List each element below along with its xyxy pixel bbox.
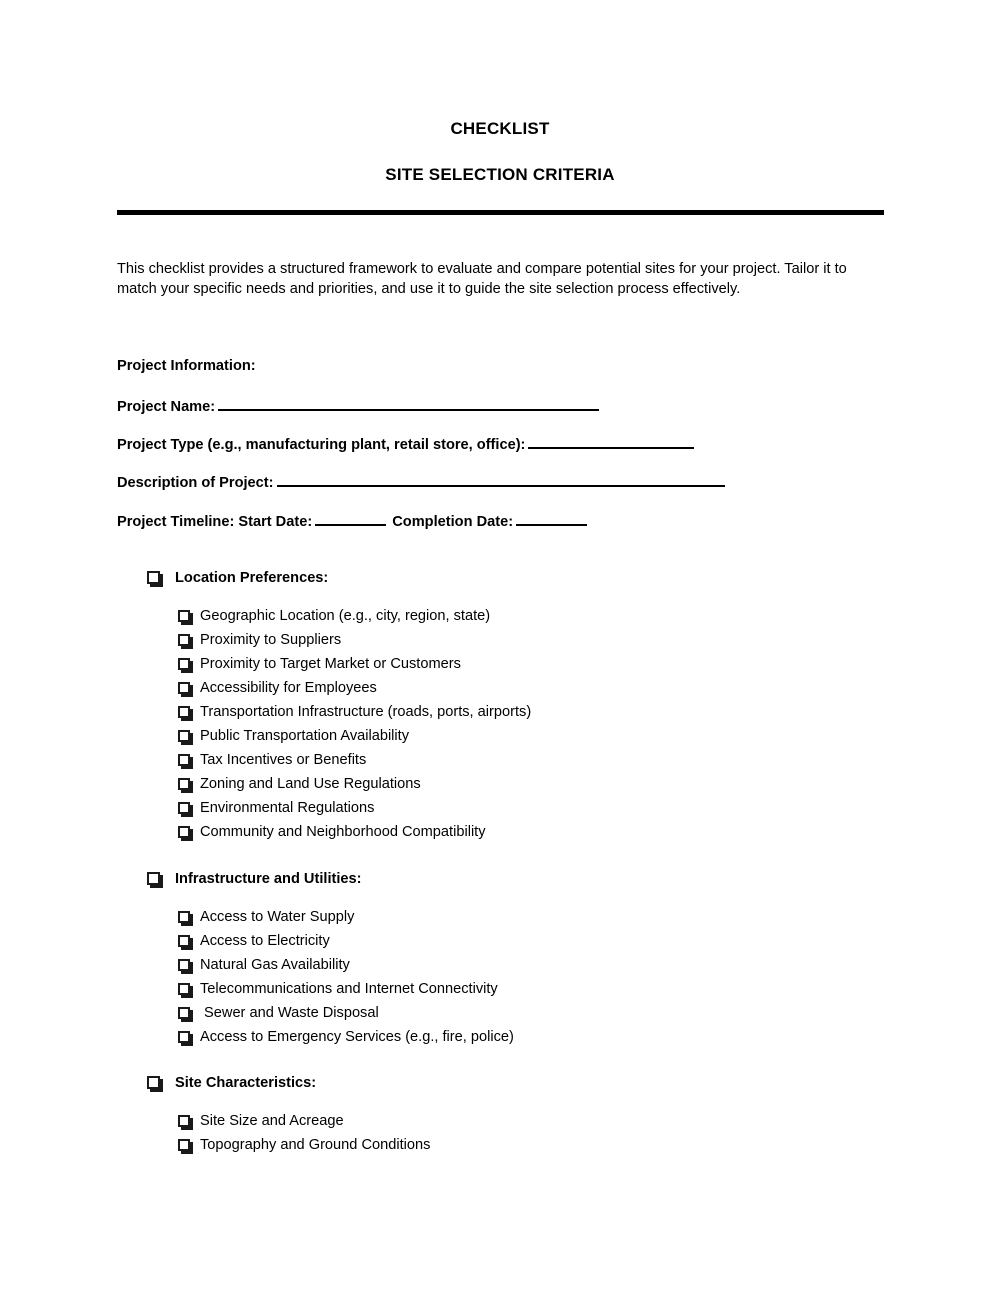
- checkbox-unchecked-icon[interactable]: [178, 610, 190, 622]
- checkbox-unchecked-icon[interactable]: [147, 571, 160, 584]
- project-name-row: [117, 396, 601, 416]
- list-item-label: Site Size and Acreage: [200, 1113, 344, 1129]
- description-row: [117, 472, 727, 492]
- section-heading-label: Location Preferences:: [175, 570, 329, 586]
- checklist-items: [178, 1112, 430, 1160]
- section-header[interactable]: [147, 569, 531, 587]
- list-item-label: Access to Electricity: [200, 933, 330, 949]
- list-item[interactable]: [178, 980, 514, 1004]
- checkbox-unchecked-icon[interactable]: [178, 802, 190, 814]
- checkbox-unchecked-icon[interactable]: [178, 1115, 190, 1127]
- list-item[interactable]: [178, 679, 531, 703]
- list-item[interactable]: [178, 1028, 514, 1052]
- list-item[interactable]: [178, 607, 531, 631]
- checkbox-unchecked-icon[interactable]: [178, 754, 190, 766]
- checklist-items: [178, 607, 531, 847]
- checkbox-unchecked-icon[interactable]: [178, 658, 190, 670]
- document-subtitle: SITE SELECTION CRITERIA: [385, 165, 615, 184]
- list-item-label: Telecommunications and Internet Connectivity: [200, 981, 498, 997]
- list-item-label: Proximity to Suppliers: [200, 632, 342, 648]
- project-type-row: [117, 434, 696, 454]
- list-item-label: Natural Gas Availability: [200, 957, 350, 973]
- list-item[interactable]: [178, 932, 514, 956]
- start-date-input[interactable]: [315, 511, 386, 526]
- description-input[interactable]: [277, 472, 725, 487]
- checkbox-unchecked-icon[interactable]: [178, 730, 190, 742]
- list-item-label: Proximity to Target Market or Customers: [200, 656, 461, 672]
- section-heading-label: Site Characteristics:: [175, 1075, 317, 1091]
- list-item[interactable]: [178, 631, 531, 655]
- list-item[interactable]: [178, 823, 531, 847]
- list-item[interactable]: [178, 1136, 430, 1160]
- section-site-characteristics: [147, 1074, 430, 1160]
- checkbox-unchecked-icon[interactable]: [178, 1007, 190, 1019]
- list-item-label: Access to Water Supply: [200, 909, 355, 925]
- checkbox-unchecked-icon[interactable]: [178, 778, 190, 790]
- list-item[interactable]: [178, 956, 514, 980]
- header-divider: [117, 210, 884, 215]
- checkbox-unchecked-icon[interactable]: [178, 959, 190, 971]
- list-item-label: Public Transportation Availability: [200, 728, 410, 744]
- checkbox-unchecked-icon[interactable]: [178, 706, 190, 718]
- checkbox-unchecked-icon[interactable]: [147, 1076, 160, 1089]
- project-type-label: Project Type (e.g., manufacturing plant, retail store, office):: [117, 437, 526, 453]
- list-item-label: Access to Emergency Services (e.g., fire, police): [200, 1029, 514, 1045]
- project-name-input[interactable]: [218, 396, 599, 411]
- list-item[interactable]: [178, 799, 531, 823]
- section-header[interactable]: [147, 1074, 430, 1092]
- list-item-label: Topography and Ground Conditions: [200, 1137, 431, 1153]
- list-item[interactable]: [178, 908, 514, 932]
- project-type-input[interactable]: [528, 434, 694, 449]
- list-item[interactable]: [178, 751, 531, 775]
- list-item[interactable]: [178, 1004, 514, 1028]
- list-item[interactable]: [178, 655, 531, 679]
- description-label: Description of Project:: [117, 475, 274, 491]
- list-item-label: Sewer and Waste Disposal: [200, 1005, 379, 1021]
- list-item-label: Community and Neighborhood Compatibility: [200, 824, 486, 840]
- list-item-label: Transportation Infrastructure (roads, ports, airports): [200, 704, 532, 720]
- checkbox-unchecked-icon[interactable]: [178, 983, 190, 995]
- document-title: CHECKLIST: [450, 119, 550, 138]
- section-header[interactable]: [147, 870, 514, 888]
- list-item[interactable]: [178, 775, 531, 799]
- checklist-items: [178, 908, 514, 1052]
- section-heading-label: Infrastructure and Utilities:: [175, 871, 362, 887]
- list-item[interactable]: [178, 703, 531, 727]
- list-item-label: Zoning and Land Use Regulations: [200, 776, 421, 792]
- completion-date-label: Completion Date:: [392, 514, 514, 530]
- section-infrastructure-and-utilities: [147, 870, 514, 1052]
- list-item-label: Geographic Location (e.g., city, region, state): [200, 608, 491, 624]
- checkbox-unchecked-icon[interactable]: [178, 1031, 190, 1043]
- project-information-heading: Project Information:: [117, 358, 256, 374]
- completion-date-input[interactable]: [516, 511, 587, 526]
- project-name-label: Project Name:: [117, 399, 216, 415]
- list-item[interactable]: [178, 1112, 430, 1136]
- checkbox-unchecked-icon[interactable]: [178, 634, 190, 646]
- section-location-preferences: [147, 569, 531, 847]
- intro-paragraph: This checklist provides a structured framework to evaluate and compare potential sites for your project. Tailor it to match your specific needs and priorities, and use it to guide the site selection process effectively.: [117, 261, 847, 297]
- checkbox-unchecked-icon[interactable]: [178, 826, 190, 838]
- checkbox-unchecked-icon[interactable]: [178, 911, 190, 923]
- list-item-label: Environmental Regulations: [200, 800, 375, 816]
- timeline-start-label: Project Timeline: Start Date:: [117, 514, 313, 530]
- list-item-label: Accessibility for Employees: [200, 680, 377, 696]
- checkbox-unchecked-icon[interactable]: [178, 1139, 190, 1151]
- checkbox-unchecked-icon[interactable]: [147, 872, 160, 885]
- list-item-label: Tax Incentives or Benefits: [200, 752, 367, 768]
- checkbox-unchecked-icon[interactable]: [178, 935, 190, 947]
- list-item[interactable]: [178, 727, 531, 751]
- project-timeline-row: [117, 511, 589, 531]
- checkbox-unchecked-icon[interactable]: [178, 682, 190, 694]
